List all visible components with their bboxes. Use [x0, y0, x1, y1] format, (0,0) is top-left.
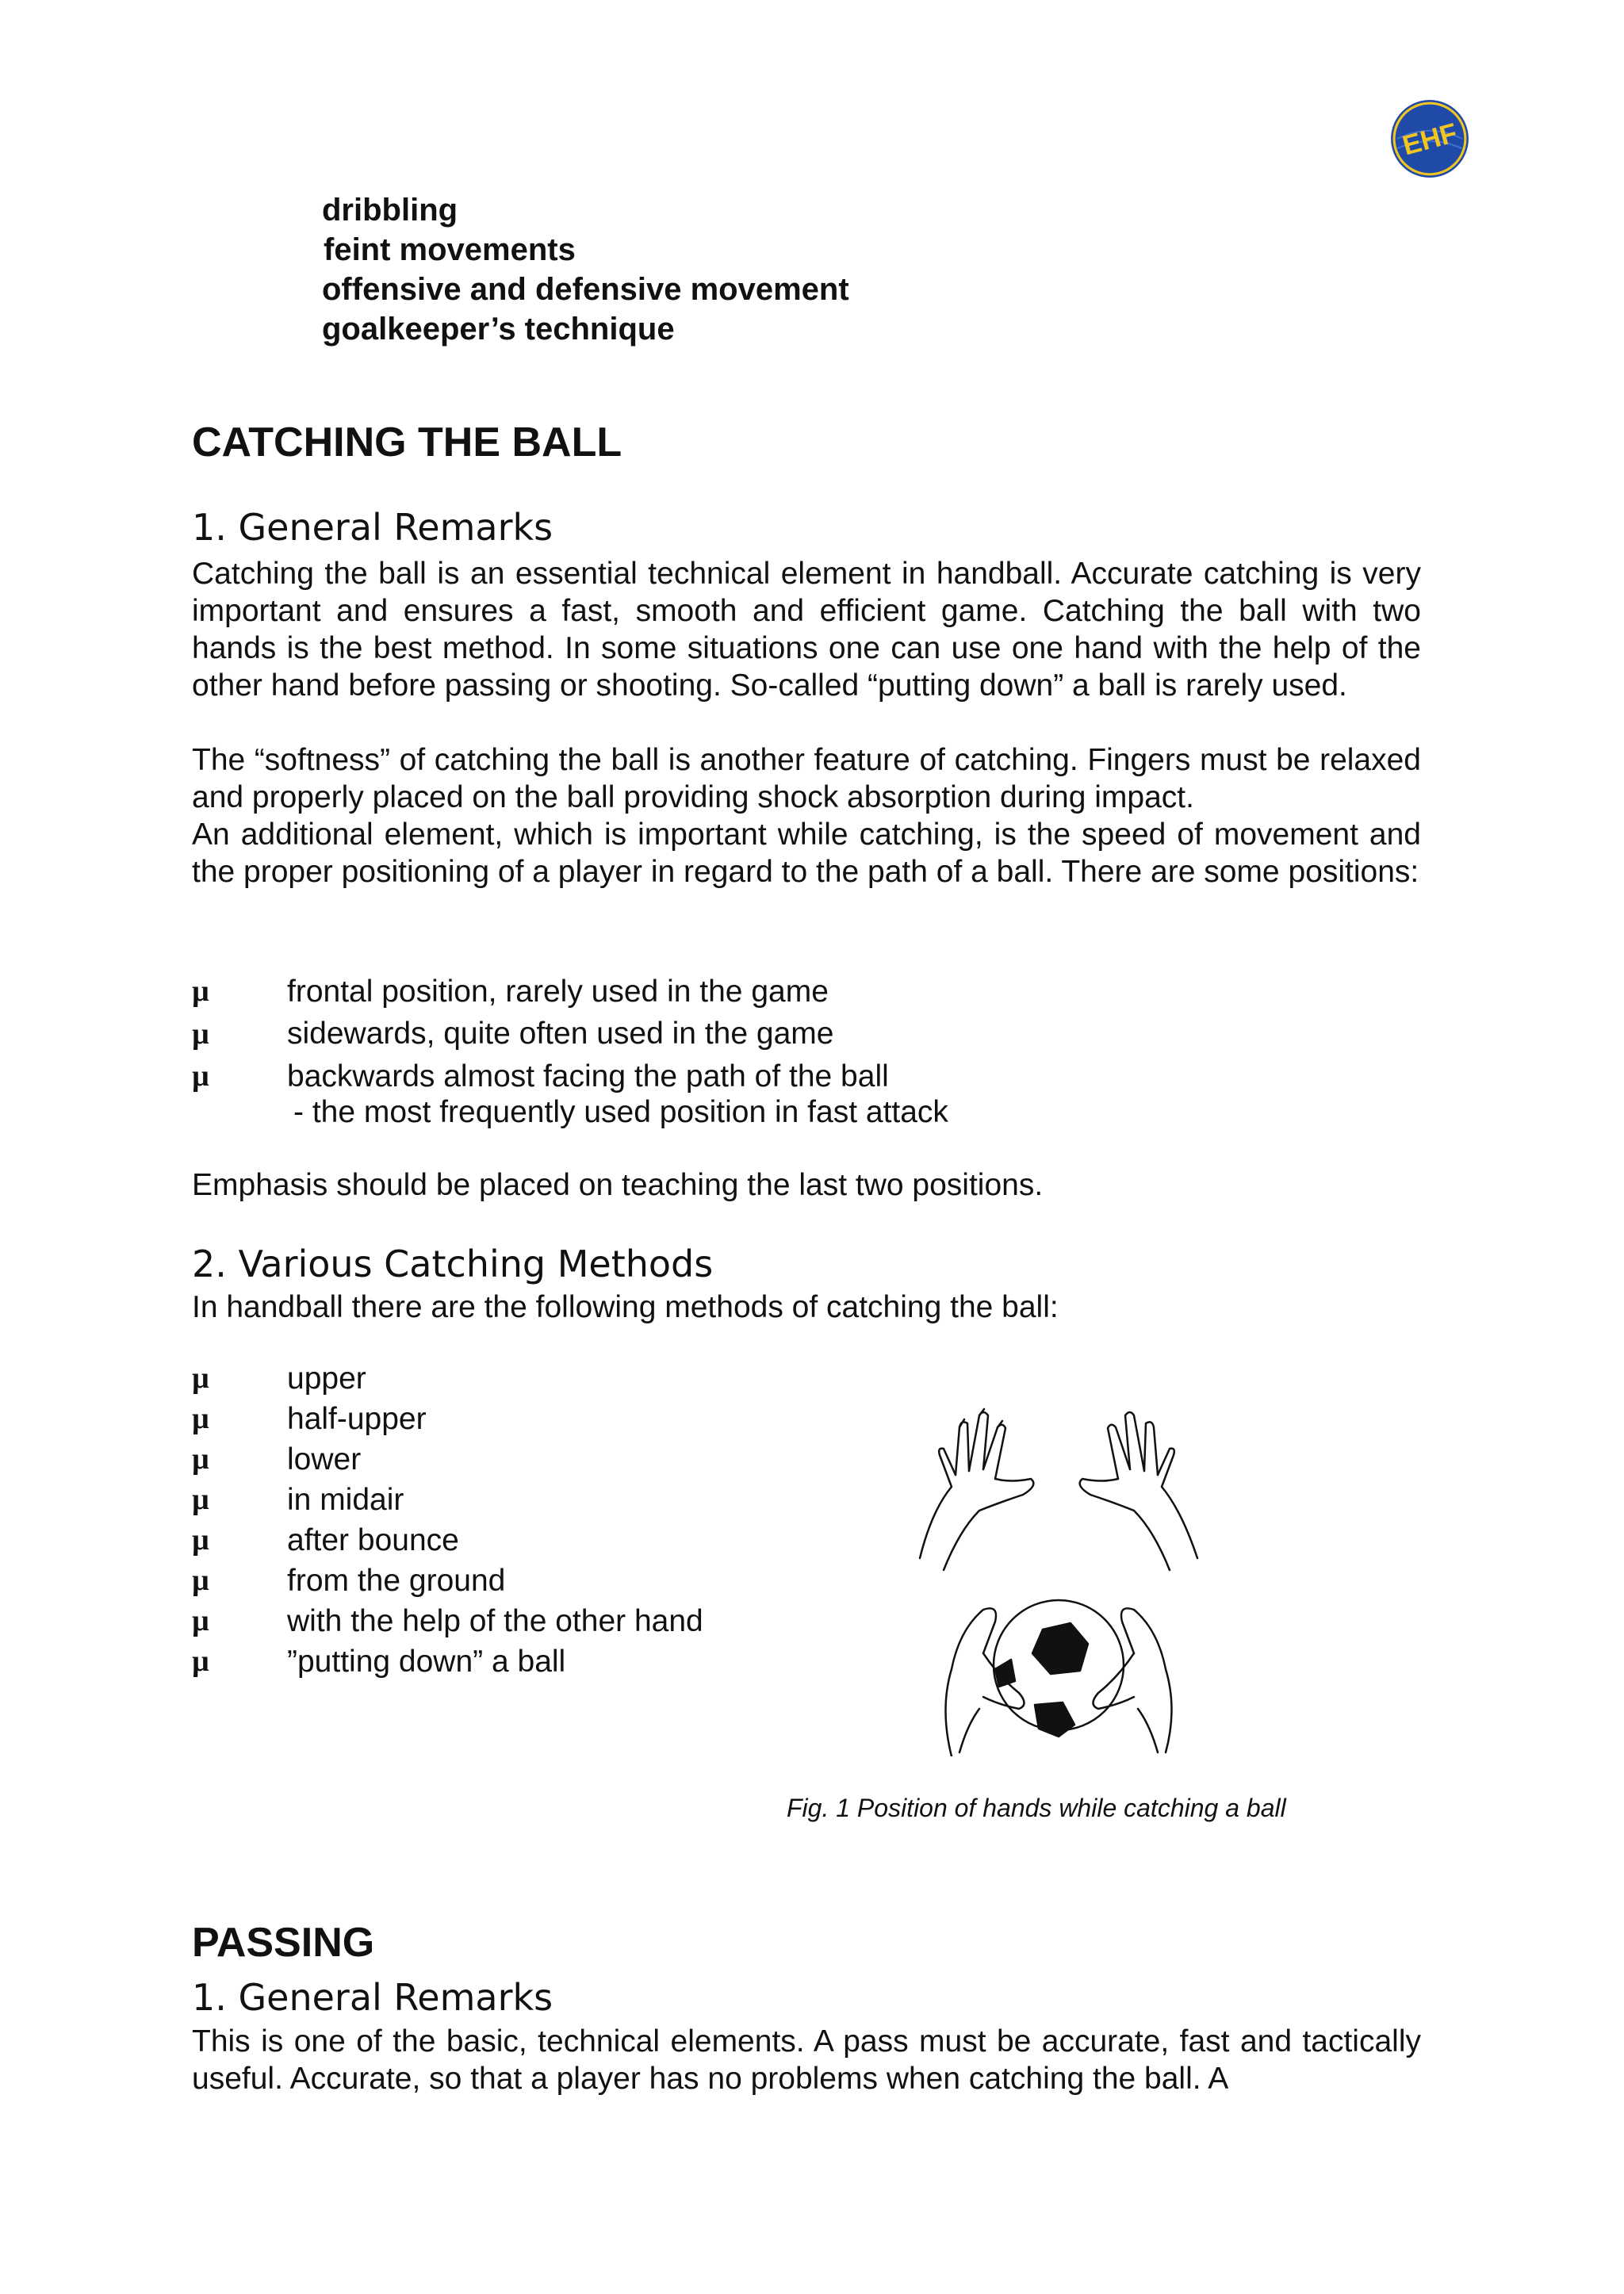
paragraph-positioning: An additional element, which is important while catching, is the speed of movement and the proper positioning of a player in regard to the path of a ball. There are some positions: [192, 818, 1421, 889]
bullet-icon: µ [192, 1604, 209, 1637]
paragraph-passing-intro: This is one of the basic, technical elements. A pass must be accurate, fast and tactically useful. Accurate, so that a player has no problems when catching the ball. A [192, 2024, 1421, 2096]
paragraph-catching-intro: Catching the ball is an essential technical element in handball. Accurate catching is very important and ensures a fast, smooth and efficient game. Catching the ball with two hands is the best method. In some situations one can use one hand with the help of the other hand before passing or shooting. So-called “putting down” a ball is rarely used. [192, 557, 1421, 703]
paragraph-methods-intro: In handball there are the following methods of catching the ball: [192, 1290, 1059, 1324]
bullet-icon: µ [192, 975, 209, 1008]
list-item: dribbling [322, 193, 458, 228]
positions-note: - the most frequently used position in fast attack [293, 1095, 948, 1129]
figure-caption: Fig. 1 Position of hands while catching a ball [787, 1794, 1286, 1822]
logo-text: EHF [1399, 117, 1461, 162]
ehf-logo [1389, 98, 1470, 179]
bullet-icon: µ [192, 1059, 209, 1093]
bullet-icon: µ [192, 1361, 209, 1395]
top-list [322, 190, 849, 349]
bullet-icon: µ [192, 1564, 209, 1597]
list-item: feint movements [324, 232, 576, 267]
paragraph-softness: The “softness” of catching the ball is another feature of catching. Fingers must be relaxed and properly placed on the ball providing shock absorption during impact. [192, 743, 1421, 814]
hands-catching-ball-illustration [904, 1392, 1213, 1756]
bullet-icon: µ [192, 1442, 209, 1476]
list-item: offensive and defensive movement [322, 272, 849, 307]
bullet-icon: µ [192, 1017, 209, 1051]
section-title-catching: CATCHING THE BALL [192, 419, 622, 465]
bullet-icon: µ [192, 1645, 209, 1678]
bullet-icon: µ [192, 1483, 209, 1516]
bullet-icon: µ [192, 1402, 209, 1435]
paragraph-emphasis: Emphasis should be placed on teaching the last two positions. [192, 1168, 1044, 1202]
list-item: goalkeeper’s technique [322, 312, 675, 347]
heading-general-remarks: 1. General Remarks [192, 506, 553, 549]
bullet-icon: µ [192, 1523, 209, 1557]
heading-catching-methods: 2. Various Catching Methods [192, 1243, 714, 1285]
section-title-passing: PASSING [192, 1920, 375, 1966]
heading-passing-general-remarks: 1. General Remarks [192, 1976, 553, 2019]
